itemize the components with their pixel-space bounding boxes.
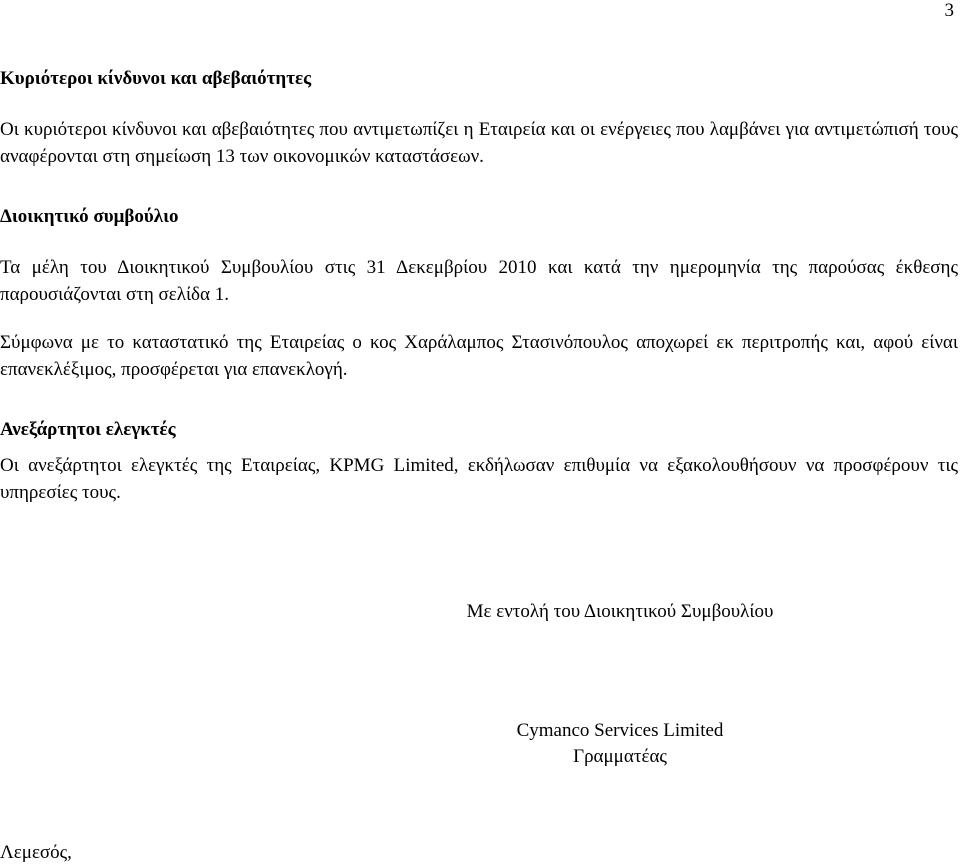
- signatory-name: Cymanco Services Limited: [516, 720, 724, 741]
- heading-auditors: Ανεξάρτητοι ελεγκτές: [0, 419, 176, 440]
- paragraph-risks: Οι κυριότεροι κίνδυνοι και αβεβαιότητες που αντιμετωπίζει η Εταιρεία και οι ενέργειες που λαμβάνει για αντιμετώπισή τους αναφέρονται στη σημείωση 13 των οικονομικών καταστάσεων.: [0, 119, 958, 167]
- heading-board: Διοικητικό συμβούλιο: [0, 206, 179, 227]
- heading-risks: Κυριότεροι κίνδυνοι και αβεβαιότητες: [0, 68, 312, 89]
- signatory-title: Γραμματέας: [573, 746, 667, 767]
- page-number: 3: [944, 0, 954, 21]
- paragraph-board-rotation: Σύμφωνα με το καταστατικό της Εταιρείας ο κος Χαράλαμπος Στασινόπουλος αποχωρεί εκ περιτροπής και, αφού είναι επανεκλέξιμος, προσφέρεται για επανεκλογή.: [0, 332, 958, 380]
- place-of-signing: Λεμεσός,: [0, 842, 72, 863]
- paragraph-board-members: Τα μέλη του Διοικητικού Συμβουλίου στις 31 Δεκεμβρίου 2010 και κατά την ημερομηνία της παρούσας έκθεσης παρουσιάζονται στη σελίδα 1.: [0, 257, 958, 305]
- by-order-of-board: Με εντολή του Διοικητικού Συμβουλίου: [466, 601, 774, 622]
- paragraph-auditors: Οι ανεξάρτητοι ελεγκτές της Εταιρείας, KPMG Limited, εκδήλωσαν επιθυμία να εξακολουθήσουν να προσφέρουν τις υπηρεσίες τους.: [0, 455, 958, 503]
